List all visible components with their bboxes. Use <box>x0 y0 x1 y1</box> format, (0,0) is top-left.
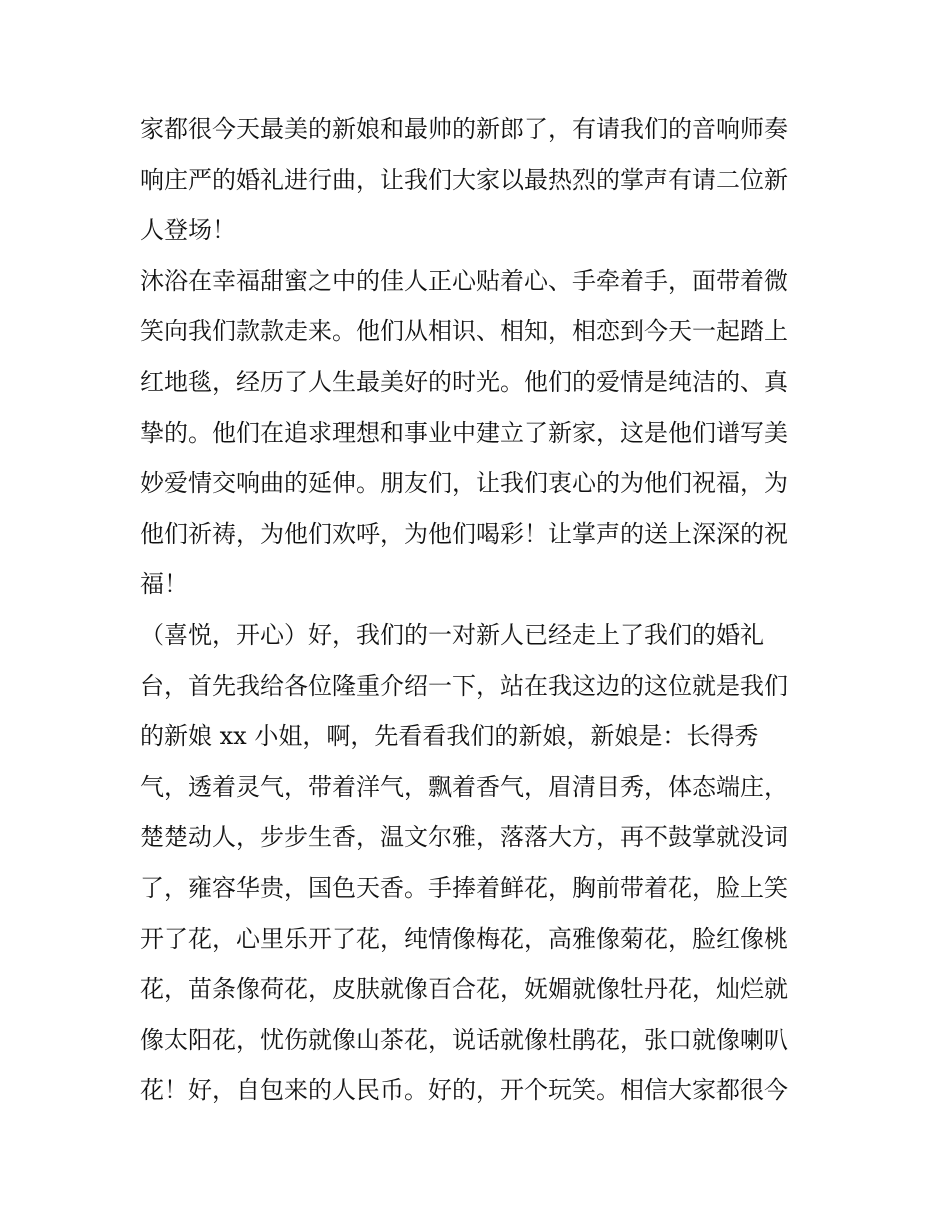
text-line: 家都很今天最美的新娘和最帅的新郎了，有请我们的音响师奏 <box>140 115 788 143</box>
text-line: 挚的。他们在追求理想和事业中建立了新家，这是他们谱写美 <box>140 418 788 447</box>
document-body <box>140 104 820 1116</box>
text-line: 楚楚动人，步步生香，温文尔雅，落落大方，再不鼓掌就没词 <box>140 823 788 852</box>
text-line: 花！好，自包来的人民币。好的，开个玩笑。相信大家都很今 <box>140 1076 788 1105</box>
text-line: 人登场！ <box>140 216 236 245</box>
text-line: 的新娘 xx 小姐，啊，先看看我们的新娘，新娘是：长得秀 <box>140 722 759 751</box>
text-line: 开了花，心里乐开了花，纯情像梅花，高雅像菊花，脸红像桃 <box>140 924 788 953</box>
text-line: 像太阳花，忧伤就像山茶花，说话就像杜鹃花，张口就像喇叭 <box>140 1025 788 1054</box>
text-line: 他们祈祷，为他们欢呼，为他们喝彩！让掌声的送上深深的祝 <box>140 519 788 548</box>
text-line: 了，雍容华贵，国色天香。手捧着鲜花，胸前带着花，脸上笑 <box>140 873 788 902</box>
text-line: 福！ <box>140 570 188 599</box>
text-line: 妙爱情交响曲的延伸。朋友们，让我们衷心的为他们祝福，为 <box>140 469 788 498</box>
text-line: 台，首先我给各位隆重介绍一下，站在我这边的这位就是我们 <box>140 671 788 700</box>
text-line: 气，透着灵气，带着洋气，飘着香气，眉清目秀，体态端庄， <box>140 772 788 801</box>
text-line: 沐浴在幸福甜蜜之中的佳人正心贴着心、手牵着手，面带着微 <box>140 266 788 295</box>
text-line: 响庄严的婚礼进行曲，让我们大家以最热烈的掌声有请二位新 <box>140 165 788 194</box>
text-line: （喜悦，开心）好，我们的一对新人已经走上了我们的婚礼 <box>140 620 764 649</box>
text-line: 笑向我们款款走来。他们从相识、相知，相恋到今天一起踏上 <box>140 317 788 346</box>
text-line: 红地毯，经历了人生最美好的时光。他们的爱情是纯洁的、真 <box>140 367 788 396</box>
text-line: 花，苗条像荷花，皮肤就像百合花，妩媚就像牡丹花，灿烂就 <box>140 975 788 1004</box>
